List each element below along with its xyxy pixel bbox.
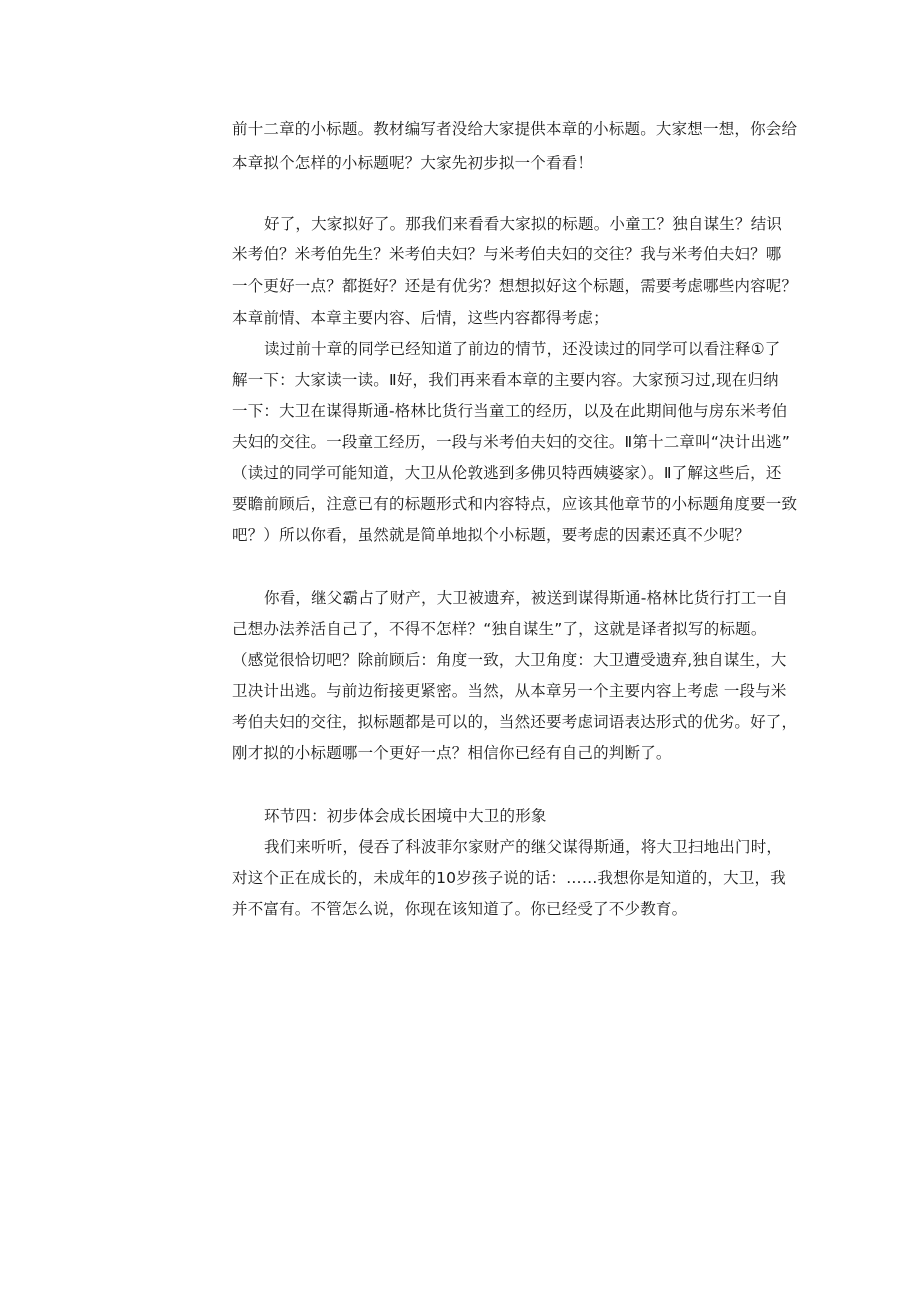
text-line: 米考伯？米考伯先生？米考伯夫妇？与米考伯夫妇的交往？我与米考伯夫妇？哪 xyxy=(232,245,782,263)
text-line: 好了，大家拟好了。那我们来看看大家拟的标题。小童工？独自谋生？结识 xyxy=(264,215,783,233)
text-line: （感觉很恰切吧？除前顾后：角度一致，大卫角度：大卫遭受遗弃,独自谋生，大 xyxy=(232,651,787,669)
text-line: 本章拟个怎样的小标题呢？大家先初步拟一个看看！ xyxy=(232,154,594,172)
text-line: 前十二章的小标题。教材编写者没给大家提供本章的小标题。大家想一想，你会给 xyxy=(232,120,798,138)
text-line: 卫决计出逃。与前边衔接更紧密。当然，从本章另一个主要内容上考虑 一段与米 xyxy=(232,682,787,700)
text-line: 本章前情、本章主要内容、后情，这些内容都得考虑； xyxy=(232,309,609,327)
text-line: 吧？）所以你看，虽然就是简单地拟个小标题，要考虑的因素还真不少呢？ xyxy=(232,526,751,544)
text-line: 一下：大卫在谋得斯通-格林比货行当童工的经历，以及在此期间他与房东米考伯 xyxy=(232,402,788,420)
text-line: 对这个正在成长的，未成年的10岁孩子说的话：……我想你是知道的，大卫，我 xyxy=(232,869,786,887)
text-line: 刚才拟的小标题哪一个更好一点？相信你已经有自己的判断了。 xyxy=(232,744,672,762)
text-line: 读过前十章的同学已经知道了前边的情节，还没读过的同学可以看注释①了 xyxy=(264,340,781,358)
text-line: 解一下：大家读一读。Ⅱ好，我们再来看本章的主要内容。大家预习过,现在归纳 xyxy=(232,371,779,389)
text-line: 我们来听听，侵吞了科波菲尔家财产的继父谋得斯通，将大卫扫地出门时， xyxy=(264,838,783,856)
section-heading: 环节四：初步体会成长困境中大卫的形象 xyxy=(264,807,547,825)
text-line: 夫妇的交往。一段童工经历，一段与米考伯夫妇的交往。Ⅱ第十二章叫“决计出逃” xyxy=(232,433,791,451)
text-line: （读过的同学可能知道，大卫从伦敦逃到多佛贝特西姨婆家）。Ⅱ了解这些后，还 xyxy=(232,464,782,482)
text-line: 己想办法养活自己了，不得不怎样？“独自谋生”了，这就是译者拟写的标题。 xyxy=(232,620,767,638)
text-line: 要瞻前顾后，注意已有的标题形式和内容特点，应该其他章节的小标题角度要一致 xyxy=(232,495,798,513)
text-line: 你看，继父霸占了财产，大卫被遗弃，被送到谋得斯通-格林比货行打工一自 xyxy=(264,589,788,607)
text-line: 并不富有。不管怎么说，你现在该知道了。你已经受了不少教育。 xyxy=(232,900,688,918)
text-line: 考伯夫妇的交往，拟标题都是可以的，当然还要考虑词语表达形式的优劣。好了， xyxy=(232,713,798,731)
text-line: 一个更好一点？都挺好？还是有优劣？想想拟好这个标题，需要考虑哪些内容呢？ xyxy=(232,277,798,295)
